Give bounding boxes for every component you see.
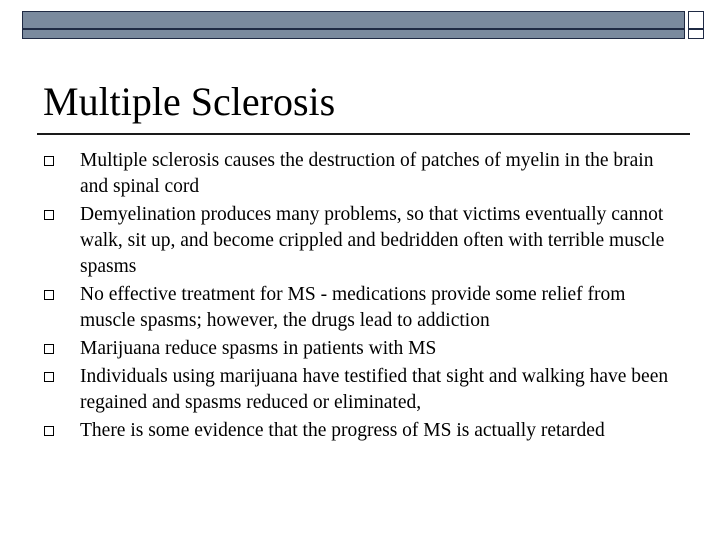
bullet-item (44, 336, 684, 362)
bullet-item (44, 282, 684, 334)
hollow-square-bullet-icon (44, 344, 54, 354)
hollow-square-bullet-icon (44, 372, 54, 382)
slide-title: Multiple Sclerosis (43, 79, 336, 124)
bullet-list (44, 148, 684, 446)
bullet-text: Demyelination produces many problems, so that victims eventually cannot walk, sit up, and become crippled and bedridden often with terrible muscle spasms (80, 204, 665, 277)
bullet-item (44, 418, 684, 444)
bullet-text: Marijuana reduce spasms in patients with MS (80, 338, 437, 359)
header-corner-box (688, 11, 704, 39)
corner-box-inner-line (689, 28, 703, 30)
bullet-item (44, 148, 684, 200)
header-decoration-bar (22, 11, 685, 39)
bullet-text: No effective treatment for MS - medications provide some relief from muscle spasms; however, the drugs lead to addiction (80, 284, 626, 331)
hollow-square-bullet-icon (44, 210, 54, 220)
bullet-text: Individuals using marijuana have testified that sight and walking have been regained and spasms reduced or eliminated, (80, 366, 669, 413)
bullet-text: Multiple sclerosis causes the destruction of patches of myelin in the brain and spinal cord (80, 150, 654, 197)
bullet-text: There is some evidence that the progress of MS is actually retarded (80, 420, 605, 441)
header-bar-inner-line (23, 28, 684, 30)
hollow-square-bullet-icon (44, 290, 54, 300)
hollow-square-bullet-icon (44, 156, 54, 166)
bullet-item (44, 202, 684, 280)
title-underline (37, 133, 690, 135)
bullet-item (44, 364, 684, 416)
hollow-square-bullet-icon (44, 426, 54, 436)
